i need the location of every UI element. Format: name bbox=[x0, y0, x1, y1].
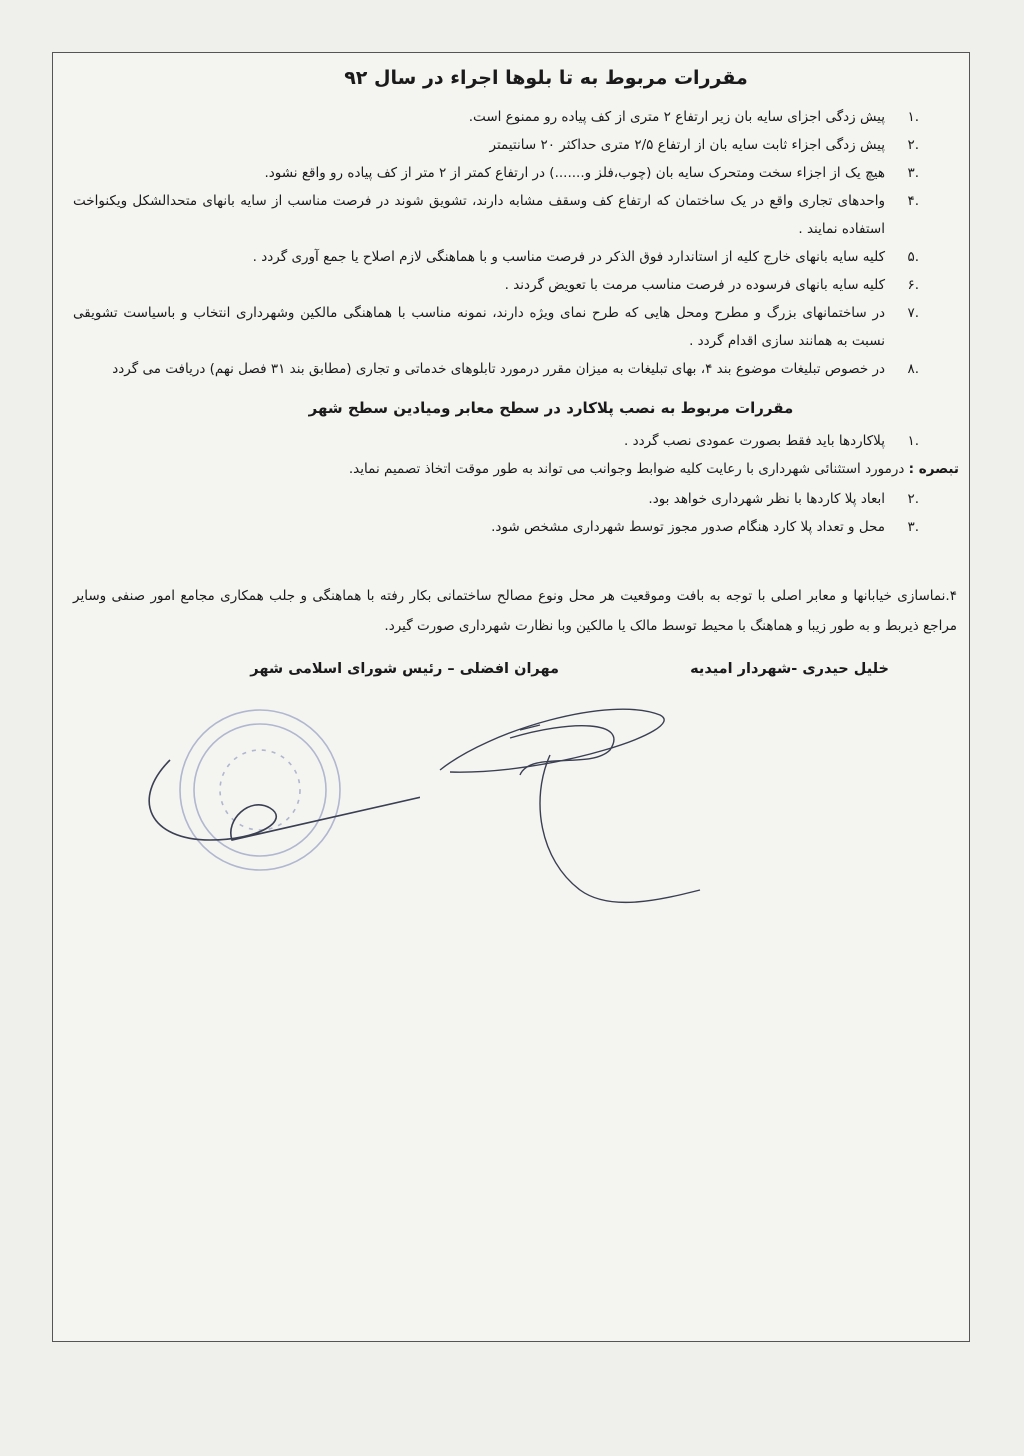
rule-text: محل و تعداد پلا کارد هنگام صدور مجوز توسط شهرداری مشخص شود. bbox=[491, 519, 885, 535]
rule-number: .۶ bbox=[907, 277, 919, 293]
rule-item bbox=[73, 513, 919, 541]
rule-item bbox=[73, 103, 919, 131]
shade-rules-list bbox=[73, 103, 919, 383]
rule-item bbox=[73, 131, 919, 159]
rule-item bbox=[73, 427, 919, 455]
rule-text: ابعاد پلا کاردها با نظر شهرداری خواهد بود. bbox=[648, 491, 885, 507]
council-signature-label: مهران افضلی – رئیس شورای اسلامی شهر bbox=[250, 660, 559, 677]
rule-text: کلیه سایه بانهای فرسوده در فرصت مناسب مرمت با تعویض گردند . bbox=[504, 277, 885, 293]
rule-text: کلیه سایه بانهای خارج کلیه از استاندارد فوق الذکر در فرصت مناسب و با هماهنگی لازم اصلاح یا جمع آوری گردد . bbox=[252, 249, 885, 265]
rule-text: هیچ یک از اجزاء سخت ومتحرک سایه بان (چوب،فلز و.......) در ارتفاع کمتر از ۲ متر از کف پیاده رو واقع نشود. bbox=[264, 165, 885, 181]
rule-number: .۷ bbox=[907, 305, 919, 321]
rule-number: .۵ bbox=[907, 249, 919, 265]
document-body bbox=[73, 53, 959, 695]
rule-item bbox=[73, 271, 919, 299]
rule-number: .۲ bbox=[907, 491, 919, 507]
rule-number: .۱ bbox=[907, 433, 919, 449]
mayor-signature-label: خلیل حیدری -شهردار امیدیه bbox=[690, 660, 889, 677]
note-label: تبصره : bbox=[908, 461, 959, 477]
rule-number: .۴ bbox=[907, 193, 919, 209]
placard-rules-list bbox=[73, 427, 919, 455]
official-stamp bbox=[90, 690, 420, 930]
rule-number: .۸ bbox=[907, 361, 919, 377]
rule-text: در خصوص تبلیغات موضوع بند ۴، بهای تبلیغات به میزان مقرر درمورد تابلوهای خدماتی و تجاری (مطابق بند ۳۱ فصل نهم) دریافت می گردد bbox=[112, 361, 885, 377]
mayor-signature bbox=[430, 690, 730, 920]
rule-text: در ساختمانهای بزرگ و مطرح ومحل هایی که طرح نمای ویژه دارند، نمونه مناسب با هماهنگی مالکین وشهرداری انتخاب و باسیاست تشویقی نسبت به همانند سازی اقدام گردد . bbox=[73, 305, 885, 349]
rule-number: .۲ bbox=[907, 137, 919, 153]
rule-number: .۱ bbox=[907, 109, 919, 125]
rule-item bbox=[73, 485, 919, 513]
note-paragraph bbox=[73, 455, 959, 483]
placard-rules-list-continued bbox=[73, 485, 919, 541]
rule-number: .۳ bbox=[907, 165, 919, 181]
section-title-placards: مقررات مربوط به نصب پلاکارد در سطح معابر ومیادین سطح شهر bbox=[308, 399, 794, 417]
rule-item bbox=[73, 355, 919, 383]
rule-item bbox=[73, 187, 919, 243]
rule-text: واحدهای تجاری واقع در یک ساختمان که ارتفاع کف وسقف مشابه دارند، تشویق شوند در فرصت مناسب از سایه بانهای متحدالشکل ویکنواخت استفاده نمایند . bbox=[73, 193, 885, 237]
rule-item bbox=[73, 299, 919, 355]
rule-item bbox=[73, 159, 919, 187]
rule-text: پیش زدگی اجزای سایه بان زیر ارتفاع ۲ متری از کف پیاده رو ممنوع است. bbox=[468, 109, 885, 125]
note-text: درمورد استثنائی شهرداری با رعایت کلیه ضوابط وجوانب می تواند به طور موقت اتخاذ تصمیم نماید. bbox=[348, 461, 909, 477]
page-title: مقررات مربوط به تا بلوها اجراء در سال ۹۲ bbox=[344, 67, 748, 89]
signature-block bbox=[73, 655, 919, 695]
rule-text: پیش زدگی اجزاء ثابت سایه بان از ارتفاع ۲/۵ متری حداکثر ۲۰ سانتیمتر bbox=[489, 137, 885, 153]
rule-number: .۳ bbox=[907, 519, 919, 535]
stamp-rings bbox=[180, 710, 340, 870]
rule-item bbox=[73, 243, 919, 271]
rule-text: پلاکاردها باید فقط بصورت عمودی نصب گردد . bbox=[624, 433, 885, 449]
facade-paragraph: ۴.نماسازی خیابانها و معابر اصلی با توجه به بافت وموقعیت هر محل ونوع مصالح ساختمانی بکار رفته با هماهنگی و جلب همکاری مجامع امور صنفی وسایر مراجع ذیربط و به طور زیبا و هماهنگ با محیط توسط مالک یا مالکین وبا نظارت شهرداری صورت گیرد. bbox=[73, 588, 957, 634]
